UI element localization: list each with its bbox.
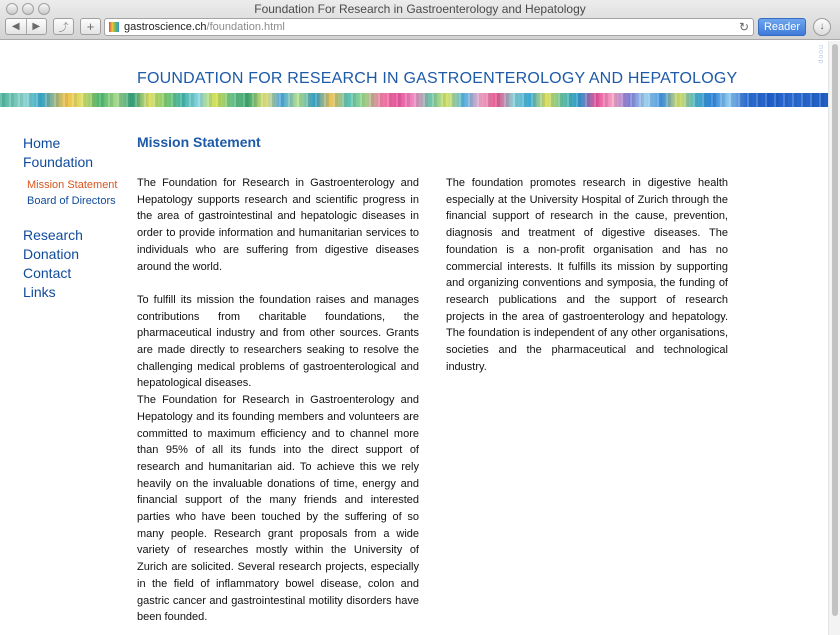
scrollbar-thumb[interactable]	[832, 44, 838, 616]
nav-home[interactable]: Home	[23, 135, 61, 151]
section-title: Mission Statement	[137, 134, 261, 150]
nav-board-of-directors[interactable]: Board of Directors	[27, 195, 116, 207]
download-arrow-icon: ↓	[819, 21, 825, 32]
back-forward-group	[5, 18, 47, 35]
sidebar-nav	[23, 134, 128, 302]
mission-column-left	[137, 175, 419, 626]
share-icon: ⤴	[58, 23, 69, 34]
url-host: gastroscience.ch	[124, 21, 207, 33]
add-bookmark-button[interactable]	[80, 18, 101, 35]
browser-toolbar	[0, 0, 840, 40]
reload-icon[interactable]: ↻	[738, 20, 749, 34]
back-arrow-icon[interactable]: ◀	[11, 21, 20, 32]
site-favicon-icon	[109, 22, 119, 32]
plus-icon: +	[86, 19, 95, 34]
share-button[interactable]	[53, 18, 74, 35]
site-title: FOUNDATION FOR RESEARCH IN GASTROENTEROLOGY AND HEPATOLOGY	[137, 70, 738, 87]
address-bar[interactable]	[104, 18, 754, 36]
side-text: noop	[817, 45, 824, 65]
mission-paragraph-2: To fulfill its mission the foundation raises and manages contributions from charitable foundations, the pharmaceutical industry and from other sources. Grants are made directly to researchers seaking to resolve the challenging medical problems of gastroenterological and hepatological diseases.	[137, 293, 419, 390]
nav-mission-statement[interactable]: Mission Statement	[27, 179, 118, 191]
mission-paragraph-right: The foundation promotes research in digestive health especially at the University Hospital of Zurich through the financial support of research in the cause, prevention, diagnosis and treatment of digestive diseases. The foundation is a non-profit organisation and has no commercial interests. It fulfills its mission by supporting and organizing conventions and symposia, the funding of research publications and the support of research projects in the area of gastroenterology and hepatology. The foundation is independent of any other organisations, societies and the pharmaceutical and technological industry.	[446, 177, 728, 373]
mission-paragraph-3: The Foundation for Research in Gastroenterology and Hepatology and its founding members and volunteers are committed to maximum efficiency and to channel more than 95% of all its funds into the direct support of research and humanitarian aid. To achieve this we rely heavily on the invaluable donations of time, energy and financial support of the many friends and interested parties who have been touched by the suffering of so many people. Research grant proposals from a wide variety of researches mostly within the University of Zurich are solicited. Several research projects, especially in the field of inflammatory bowel disease, colon and gastric cancer and gastrointestinal motility disorders have been founded.	[137, 394, 419, 624]
downloads-button[interactable]	[813, 18, 831, 36]
mission-column-right	[446, 175, 728, 375]
nav-research[interactable]: Research	[23, 227, 83, 243]
nav-contact[interactable]: Contact	[23, 265, 72, 281]
url-path: /foundation.html	[206, 21, 285, 33]
nav-foundation[interactable]: Foundation	[23, 154, 94, 170]
window-title: Foundation For Research in Gastroenterology and Hepatology	[254, 2, 586, 16]
reader-button[interactable]: Reader	[758, 18, 806, 36]
mission-paragraph-1: The Foundation for Research in Gastroenterology and Hepatology supports research and scientific progress in the area of gastrointestinal and hepatologic diseases in order to provide information and humanitarian services to individuals who are suffering from digestive diseases around the world.	[137, 177, 419, 273]
forward-arrow-icon[interactable]: ▶	[26, 19, 47, 34]
foundation-subnav	[23, 177, 128, 209]
nav-donation[interactable]: Donation	[23, 246, 80, 262]
nav-links[interactable]: Links	[23, 284, 56, 300]
vertical-scrollbar[interactable]	[828, 41, 840, 635]
color-banner	[0, 93, 828, 107]
